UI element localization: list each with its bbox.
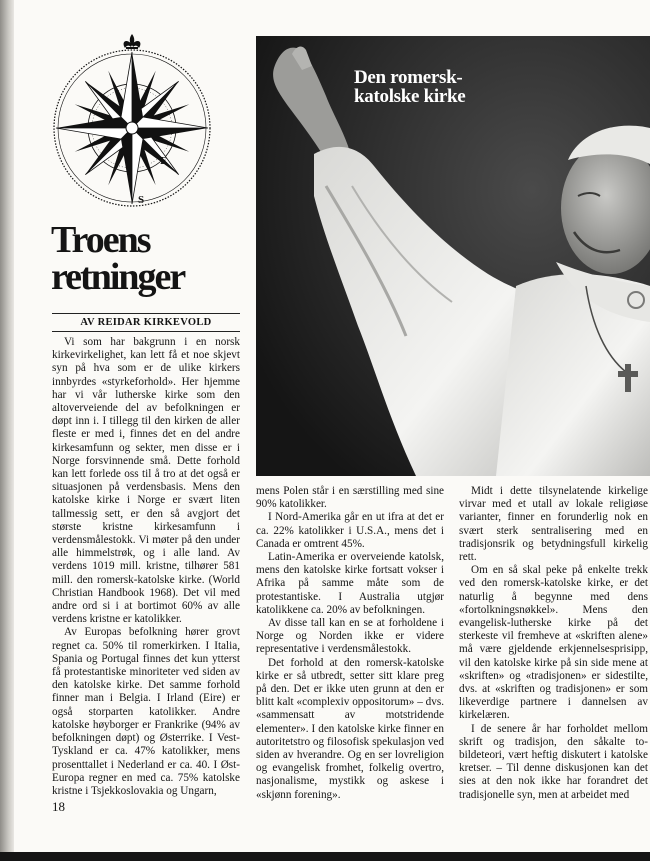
paragraph: Av Europas befolkning hører grovt regnet ca. 50% til romerkirken. I Italia, Spania og Portugal finnes det kun ytterst få protestantiske minoriteter ved siden av den katolske kirke. Det samme forhold finner man i Belgia. I Irland (Eire) er også storparten katolikker. Andre katolske høyborger er Frankrike (94% av befolkningen døpt) og Østerrike. I Vest-Tyskland er ca. 47% katolikker, mens prosenttallet i Nederland er ca. 40. I Øst-Europa regner en med ca. 75% katolske kristne i Tsjekkoslovakia og Ungarn, <box>52 626 240 797</box>
book-binding-shadow <box>0 0 14 861</box>
paragraph: Midt i dette tilsynelatende kirkelige virvar med et utall av lokale religiøse varianter, finner en forunderlig nok en svært sterk sentralisering med en tradisjonsrik og betydningsfull kirkelig rett. <box>459 485 648 564</box>
paragraph: I Nord-Amerika går en ut ifra at det er ca. 22% katolikker i U.S.A., mens det i Canada er omtrent 45%. <box>256 511 444 550</box>
paragraph: Vi som har bakgrunn i en norsk kirkevirkelighet, kan lett få et noe skjevt syn på hva som er de ulike kirkers innbyrdes «styrkeforhold». Her hjemme har vi vår lutherske kirke som den altoverveiende del av befolkningen er døpt inn i. I tillegg til den kirken de aller fleste er med i, finnes det en del andre kirkesamfunn og sekter, men disse er i Norge forsvinnende små. Dette forhold kan lett forlede oss til å tro at det også er situasjonen på verdensbasis. Mens den katolske kirke i Norge er svært liten tallmessig sett, er den så avgjort det største kristne kirkesamfunn i verdensmålestokk. Vi møter på den under alle himmelstrøk, og i alle land. Av verdens 1019 mill. kristne, tilhører 581 mill. den romersk-katolske kirke. (World Christian Handbook 1968). Det vil med andre ord si i at bortimot 60% av alle verdens kristne er katolikker. <box>52 336 240 626</box>
article-title-line1: Troens <box>51 219 150 261</box>
photo-title-line1: Den romersk- <box>354 67 463 88</box>
paragraph: Om en så skal peke på enkelte trekk ved den romersk-katolske kirke, er det naturlig å begynne med dens «fortolkningsnøkkel». Mens den evangelisk-lutherske kirke på det sterkeste vil fremheve at «skriften alene» må være gjeldende erkjennelsesprisipp, vil den katolske kirke på sin side mene at «skriften» og «tradisjonen» er sidestilte, dvs. at «skriften og tradisjonen» er som likeverdige partnere i dannelsen av kirkelæren. <box>459 564 648 722</box>
scan-edge <box>0 852 650 861</box>
paragraph: Latin-Amerika er overveiende katolsk, mens den katolske kirke fortsatt vokser i Afrika på samme måte som de protestantiske. I Australia utgjør katolikkene ca. 20% av befolkningen. <box>256 551 444 616</box>
photo-title-line2: katolske kirke <box>354 86 466 107</box>
paragraph: Av disse tall kan en se at forholdene i Norge og Norden ikke er videre representative i verdensmålestokk. <box>256 617 444 656</box>
pope-photo <box>256 36 650 476</box>
article-column-3 <box>459 485 648 802</box>
photo-title <box>354 68 465 106</box>
compass-letter-s: S <box>138 194 145 206</box>
article-column-2 <box>256 485 444 802</box>
paragraph: I de senere år har forholdet mellom skrift og tradisjon, den såkalte to-bildeteori, vært heftig diskutert i katolske kretser. – Til denne diskusjonen kan det sies at den nok ikke har forandret det tradisjonelle syn, men at arbeidet med <box>459 722 648 801</box>
article-title <box>51 219 185 298</box>
article-title-line2: retninger <box>51 256 185 298</box>
byline: AV REIDAR KIRKEVOLD <box>52 313 240 332</box>
paragraph: Det forhold at den romersk-katolske kirke er så utbredt, setter sitt klare preg på den. Det er ikke uten grunn at den er blitt kalt «complexiv oppositorum» – dvs. «sammensatt av motstridende elementer». I den katolske kirke finner en autoritetstro og filosofisk spekulasjon ved siden av hverandre. Og en ser lovreligion og evangelisk fromhet, folkelig overtro, nasjonalisme, mystikk og askese i «skjønn forening». <box>256 656 444 801</box>
article-column-1 <box>52 336 240 798</box>
page-number: 18 <box>52 799 65 814</box>
paragraph: mens Polen står i en særstilling med sine 90% katolikker. <box>256 485 444 511</box>
compass-rose-icon <box>52 31 212 221</box>
compass-letter-e: E <box>160 155 168 167</box>
